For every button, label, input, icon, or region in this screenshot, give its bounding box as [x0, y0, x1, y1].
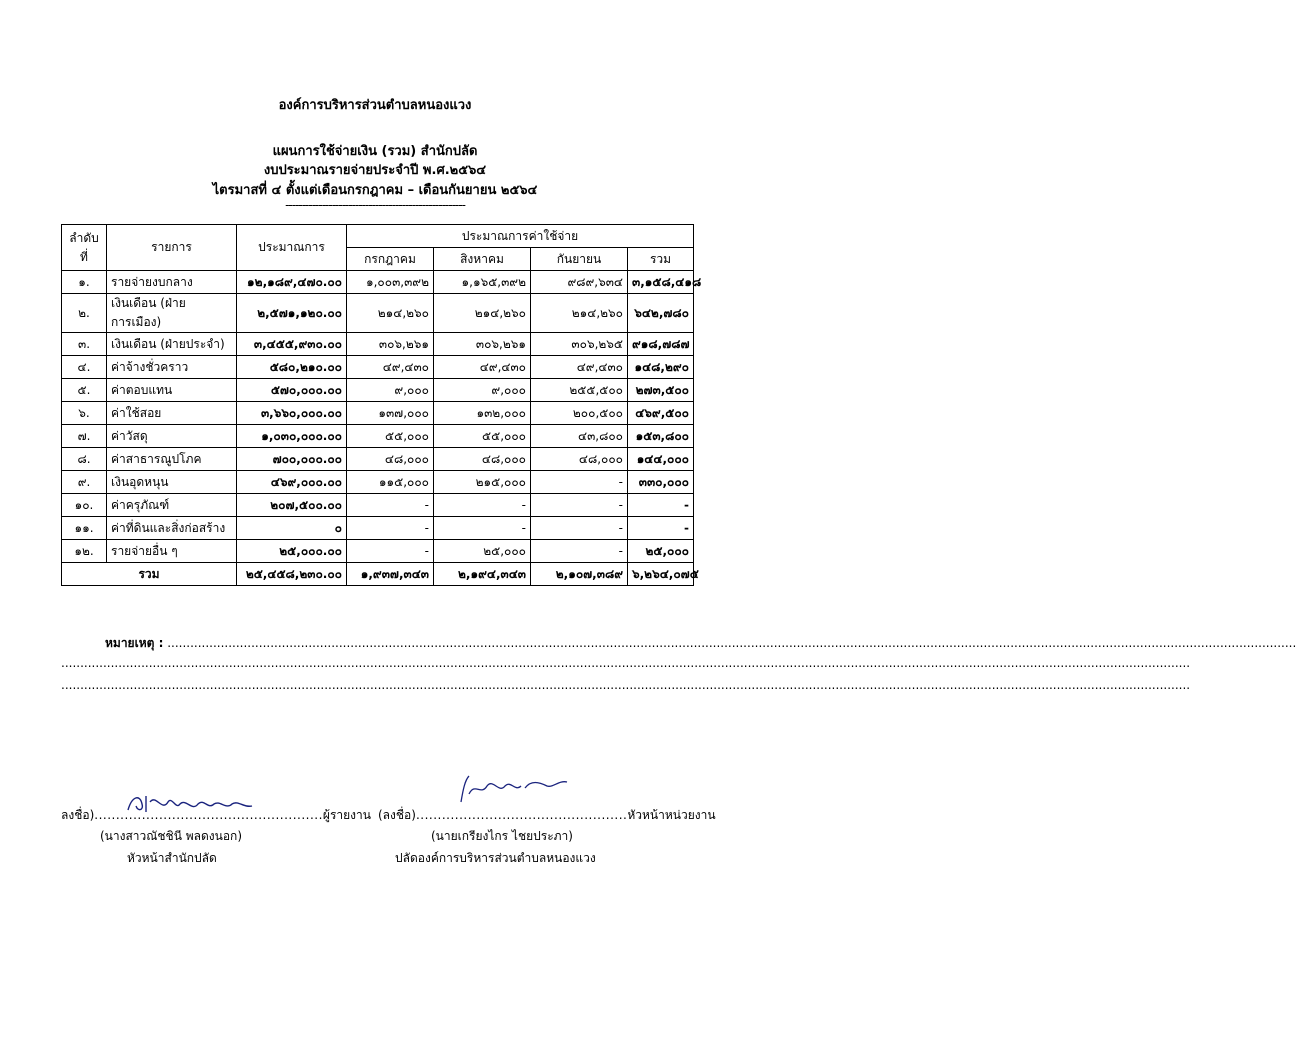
table-row [62, 448, 694, 471]
header-divider: ------------------------------------------------------ [285, 198, 465, 212]
notes-line-2 [61, 656, 1191, 670]
col-header-no: ลำดับที่ [62, 225, 107, 271]
total-m3: ๒,๑๐๗,๓๘๙ [531, 563, 628, 586]
row-item: รายจ่ายงบกลาง [107, 271, 237, 294]
row-m3: ๒๑๔,๒๖๐ [531, 294, 628, 333]
row-total: ๔๖๙,๕๐๐ [628, 402, 694, 425]
row-budget: ๒๕,๐๐๐.๐๐ [237, 540, 347, 563]
left-signer-position: หัวหน้าสำนักปลัด [127, 851, 217, 865]
row-total: - [628, 517, 694, 540]
left-signer-name: (นางสาวณัชชินี พลดงนอก) [100, 829, 242, 843]
row-m2: ๒๕,๐๐๐ [434, 540, 531, 563]
col-header-total: รวม [628, 248, 694, 271]
row-no: ๖. [62, 402, 107, 425]
row-m1: ๑๑๕,๐๐๐ [347, 471, 434, 494]
row-no: ๕. [62, 379, 107, 402]
row-m3: - [531, 540, 628, 563]
row-no: ๔. [62, 356, 107, 379]
row-item: ค่าสาธารณูปโภค [107, 448, 237, 471]
row-item: ค่าครุภัณฑ์ [107, 494, 237, 517]
row-no: ๗. [62, 425, 107, 448]
row-budget: ๑,๐๓๐,๐๐๐.๐๐ [237, 425, 347, 448]
notes-dots-1: ........................................................................................................................................................................................................................................................................................................ [167, 636, 1296, 650]
total-m1: ๑,๙๓๗,๓๔๓ [347, 563, 434, 586]
row-item: เงินเดือน (ฝ่ายประจำ) [107, 333, 237, 356]
right-sign-role: หัวหน้าหน่วยงาน [627, 808, 716, 822]
table-row [62, 333, 694, 356]
table-row [62, 471, 694, 494]
row-no: ๘. [62, 448, 107, 471]
right-signature-image [455, 772, 575, 806]
right-sign-line: (ลงชื่อ).................................................หัวหน้าหน่วยงาน [378, 808, 716, 822]
row-no: ๒. [62, 294, 107, 333]
row-m1: ๒๑๔,๒๖๐ [347, 294, 434, 333]
row-total: ๖๔๒,๗๘๐ [628, 294, 694, 333]
row-no: ๑๑. [62, 517, 107, 540]
row-budget: ๒๐๗,๕๐๐.๐๐ [237, 494, 347, 517]
row-m2: ๑,๑๖๕,๓๙๒ [434, 271, 531, 294]
table-row [62, 494, 694, 517]
row-m3: ๒๕๕,๕๐๐ [531, 379, 628, 402]
row-item: เงินเดือน (ฝ่ายการเมือง) [107, 294, 237, 333]
right-signer-name: (นายเกรียงไกร ไชยประภา) [431, 829, 573, 843]
row-m1: ๙,๐๐๐ [347, 379, 434, 402]
doc-title: แผนการใช้จ่ายเงิน (รวม) สำนักปลัด [272, 144, 478, 159]
notes-dots-3: ........................................................................................................................................................................................................................................................................................................ [61, 678, 1191, 692]
total-sum: ๖,๒๖๔,๐๗๕ [628, 563, 694, 586]
row-total: ๒๕,๐๐๐ [628, 540, 694, 563]
row-no: ๑๐. [62, 494, 107, 517]
row-m3: ๔๓,๘๐๐ [531, 425, 628, 448]
table-row [62, 271, 694, 294]
row-m3: - [531, 471, 628, 494]
row-m3: - [531, 494, 628, 517]
total-label: รวม [62, 563, 237, 586]
row-m1: - [347, 540, 434, 563]
doc-subtitle: งบประมาณรายจ่ายประจำปี พ.ศ.๒๕๖๔ [263, 163, 487, 178]
row-m3: ๒๐๐,๕๐๐ [531, 402, 628, 425]
row-m1: ๔๘,๐๐๐ [347, 448, 434, 471]
row-budget: ๓,๖๖๐,๐๐๐.๐๐ [237, 402, 347, 425]
col-header-month-2: สิงหาคม [434, 248, 531, 271]
table-row [62, 402, 694, 425]
table-row [62, 540, 694, 563]
right-sign-prefix: (ลงชื่อ) [378, 808, 416, 822]
row-budget: ๕๗๐,๐๐๐.๐๐ [237, 379, 347, 402]
col-header-item: รายการ [107, 225, 237, 271]
row-m3: ๔๙,๔๓๐ [531, 356, 628, 379]
row-m3: ๙๘๙,๖๓๔ [531, 271, 628, 294]
row-budget: ๓,๔๕๕,๙๓๐.๐๐ [237, 333, 347, 356]
row-budget: ๐ [237, 517, 347, 540]
row-m2: ๒๑๕,๐๐๐ [434, 471, 531, 494]
left-sign-line: ลงชื่อ).....................................................ผู้รายงาน [61, 808, 371, 822]
notes-label: หมายเหตุ : [105, 636, 164, 650]
row-budget: ๑๒,๑๘๙,๔๗๐.๐๐ [237, 271, 347, 294]
row-no: ๙. [62, 471, 107, 494]
row-m1: - [347, 494, 434, 517]
row-budget: ๗๐๐,๐๐๐.๐๐ [237, 448, 347, 471]
col-header-month-1: กรกฎาคม [347, 248, 434, 271]
row-total: ๙๑๘,๗๘๗ [628, 333, 694, 356]
row-item: ค่าตอบแทน [107, 379, 237, 402]
budget-table [61, 224, 702, 586]
row-m1: - [347, 517, 434, 540]
table-row [62, 356, 694, 379]
table-total-row [62, 563, 694, 586]
row-item: ค่าใช้สอย [107, 402, 237, 425]
row-total: ๑๔๘,๒๙๐ [628, 356, 694, 379]
row-no: ๑๒. [62, 540, 107, 563]
table-row [62, 517, 694, 540]
row-budget: ๔๖๙,๐๐๐.๐๐ [237, 471, 347, 494]
row-m2: ๓๐๖,๒๖๑ [434, 333, 531, 356]
notes-dots-2: ........................................................................................................................................................................................................................................................................................................ [61, 656, 1191, 670]
row-item: รายจ่ายอื่น ๆ [107, 540, 237, 563]
right-signer-position: ปลัดองค์การบริหารส่วนตำบลหนองแวง [395, 851, 596, 865]
row-total: - [628, 494, 694, 517]
row-total: ๓๓๐,๐๐๐ [628, 471, 694, 494]
left-sign-role: ผู้รายงาน [322, 808, 371, 822]
row-total: ๒๗๓,๕๐๐ [628, 379, 694, 402]
row-m1: ๕๕,๐๐๐ [347, 425, 434, 448]
row-item: ค่าที่ดินและสิ่งก่อสร้าง [107, 517, 237, 540]
row-item: ค่าวัสดุ [107, 425, 237, 448]
row-total: ๑๕๓,๘๐๐ [628, 425, 694, 448]
row-m2: ๒๑๔,๒๖๐ [434, 294, 531, 333]
row-m2: - [434, 517, 531, 540]
notes-line-1 [105, 634, 1296, 653]
row-m1: ๓๐๖,๒๖๑ [347, 333, 434, 356]
row-m1: ๔๙,๔๓๐ [347, 356, 434, 379]
row-m1: ๑,๐๐๓,๓๙๒ [347, 271, 434, 294]
row-budget: ๕๘๐,๒๑๐.๐๐ [237, 356, 347, 379]
col-header-month-3: กันยายน [531, 248, 628, 271]
table-row [62, 379, 694, 402]
row-total: ๑๔๔,๐๐๐ [628, 448, 694, 471]
row-m3: ๔๘,๐๐๐ [531, 448, 628, 471]
col-header-plan: ประมาณการค่าใช้จ่าย [347, 225, 694, 248]
total-budget: ๒๕,๔๕๘,๒๓๐.๐๐ [237, 563, 347, 586]
table-row [62, 294, 694, 333]
row-item: ค่าจ้างชั่วคราว [107, 356, 237, 379]
org-name: องค์การบริหารส่วนตำบลหนองแวง [278, 98, 472, 113]
row-m2: ๕๕,๐๐๐ [434, 425, 531, 448]
row-m2: ๑๓๒,๐๐๐ [434, 402, 531, 425]
doc-period: ไตรมาสที่ ๔ ตั้งแต่เดือนกรกฎาคม – เดือนกันยายน ๒๕๖๔ [212, 183, 538, 198]
row-m1: ๑๓๗,๐๐๐ [347, 402, 434, 425]
row-item: เงินอุดหนุน [107, 471, 237, 494]
row-m3: ๓๐๖,๒๖๕ [531, 333, 628, 356]
row-total: ๓,๑๕๘,๔๑๘ [628, 271, 694, 294]
row-no: ๓. [62, 333, 107, 356]
row-m2: ๔๘,๐๐๐ [434, 448, 531, 471]
row-budget: ๒,๕๗๑,๑๒๐.๐๐ [237, 294, 347, 333]
left-sign-prefix: ลงชื่อ) [61, 808, 95, 822]
table-row [62, 425, 694, 448]
row-no: ๑. [62, 271, 107, 294]
notes-line-3 [61, 678, 1191, 692]
col-header-budget: ประมาณการ [237, 225, 347, 271]
row-m2: ๙,๐๐๐ [434, 379, 531, 402]
row-m2: ๔๙,๔๓๐ [434, 356, 531, 379]
row-m3: - [531, 517, 628, 540]
total-m2: ๒,๑๙๔,๓๔๓ [434, 563, 531, 586]
row-m2: - [434, 494, 531, 517]
